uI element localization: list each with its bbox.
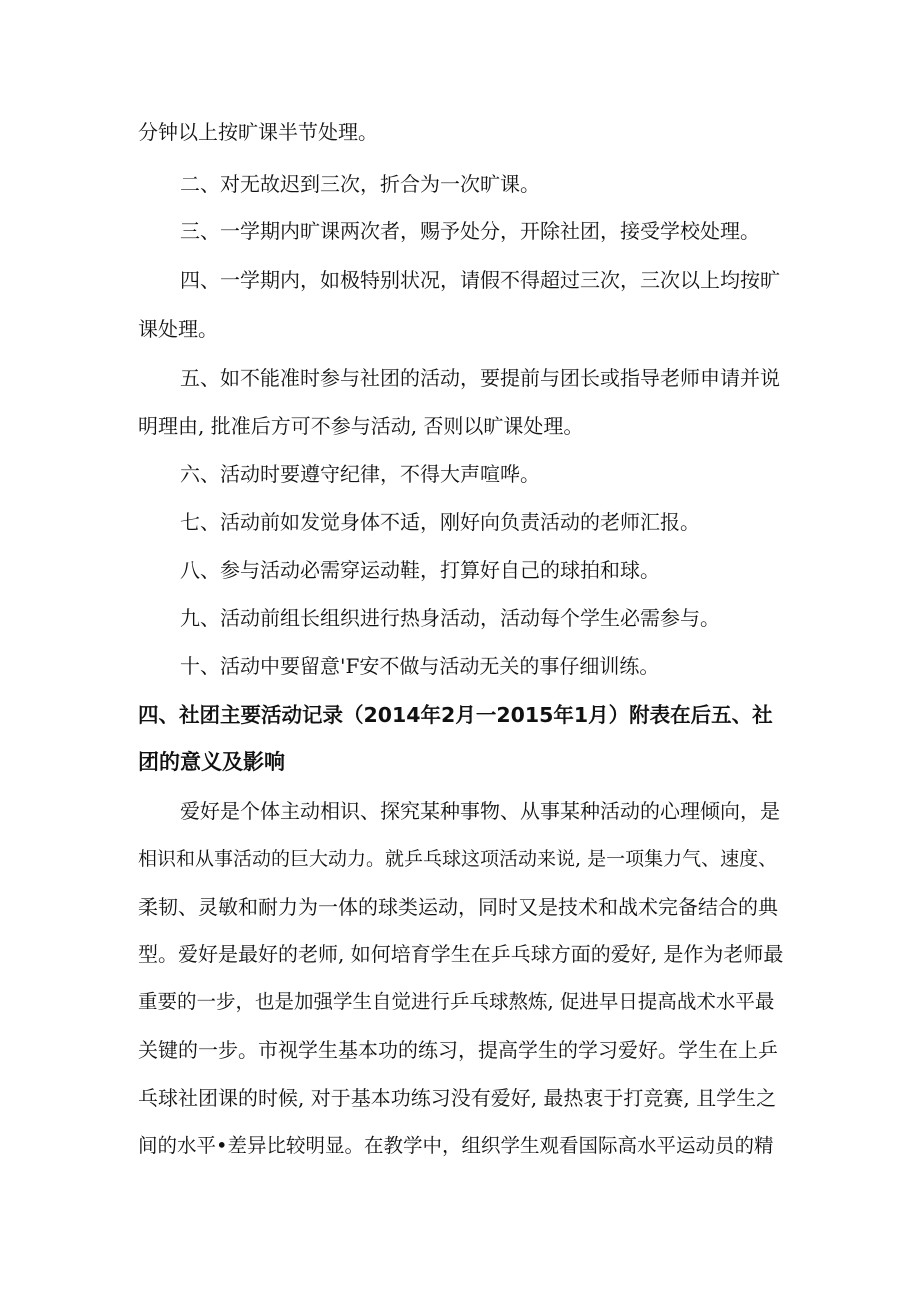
- rule-line-continuation: 分钟以上按旷课半节处理。: [138, 120, 378, 144]
- section-heading-continuation: 团的意义及影响: [138, 750, 285, 774]
- body-paragraph-line: 柔韧、灵敏和耐力为一体的球类运动，同时又是技术和战术完备结合的典: [138, 895, 778, 919]
- body-paragraph-line: 重要的一步，也是加强学生自觉进行乒乓球熬炼, 促进早日提高战术水平最: [138, 990, 775, 1013]
- rule-item-10: 十、活动中要留意'F安不做与活动无关的事仔细训练。: [180, 654, 660, 678]
- body-paragraph-line: 关键的一步。市视学生基本功的练习，提高学生的学习爱好。学生在上乒: [138, 1038, 778, 1062]
- body-paragraph-line: 相识和从事活动的巨大动力。就乒乓球这项活动来说, 是一项集力气、速度、: [138, 848, 778, 870]
- rule-item-8: 八、参与活动必需穿运动鞋，打算好自己的球拍和球。: [180, 558, 660, 582]
- body-paragraph-line: 爱好是个体主动相识、探究某种事物、从事某种活动的心理倾向，是: [180, 799, 780, 823]
- rule-item-3: 三、一学期内旷课两次者，赐予处分，开除社团，接受学校处理。: [180, 219, 760, 243]
- rule-item-6: 六、活动时要遵守纪律，不得大声喧哗。: [180, 462, 540, 486]
- rule-item-4-continuation: 课处理。: [138, 317, 218, 341]
- rule-item-7: 七、活动前如发觉身体不适，刚好向负责活动的老师汇报。: [180, 510, 700, 534]
- rule-item-2: 二、对无故迟到三次，折合为一次旷课。: [180, 172, 540, 196]
- body-paragraph-line: 间的水平•差异比较明显。在教学中，组织学生观看国际高水平运动员的精: [138, 1134, 774, 1157]
- body-paragraph-line: 型。爱好是最好的老师, 如何培育学生在乒乓球方面的爱好, 是作为老师最: [138, 942, 784, 966]
- rule-item-4: 四、一学期内，如极特别状况，请假不得超过三次，三次以上均按旷: [180, 268, 780, 292]
- body-paragraph-line: 乓球社团课的时候, 对于基本功练习没有爱好, 最热衷于打竞赛, 且学生之: [138, 1086, 777, 1110]
- rule-item-9: 九、活动前组长组织进行热身活动，活动每个学生必需参与。: [180, 606, 720, 630]
- rule-item-5: 五、如不能准时参与社团的活动，要提前与团长或指导老师申请并说: [180, 366, 780, 390]
- section-heading: 四、社团主要活动记录（2014年2月一2015年1月）附表在后五、社: [138, 703, 773, 727]
- rule-item-5-continuation: 明理由, 批准后方可不参与活动, 否则以旷课处理。: [138, 414, 584, 438]
